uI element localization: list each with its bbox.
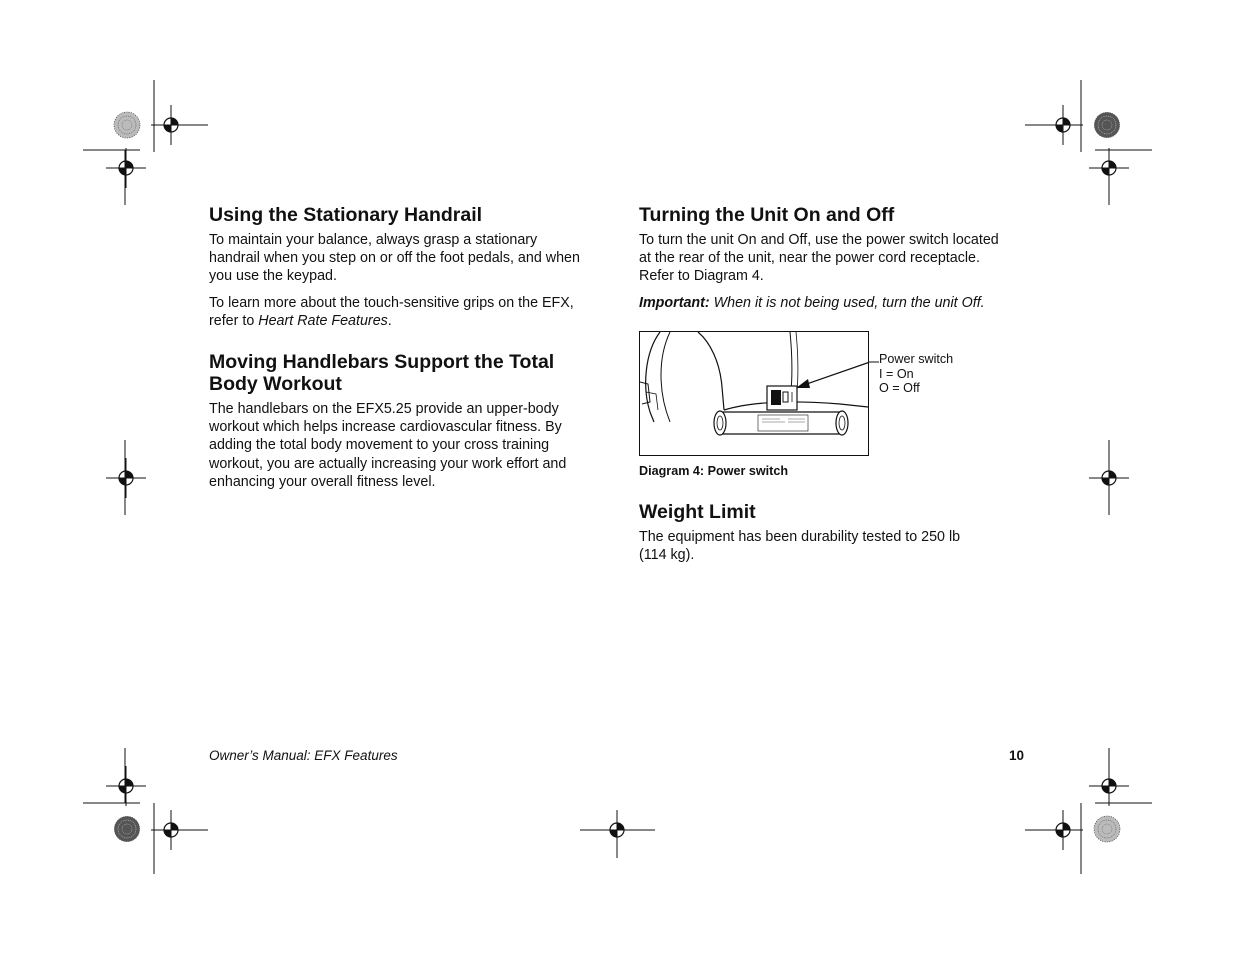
text-line: you use the keypad. <box>209 268 337 285</box>
text-line: The handlebars on the EFX5.25 provide an upper-body <box>209 401 559 417</box>
text-line: workout which helps increase cardiovascular fitness. By <box>209 419 562 436</box>
paragraph-handrail-balance <box>209 231 609 286</box>
important-label: Important: <box>639 295 710 311</box>
paragraph-touch-grips <box>209 294 609 330</box>
text-line: adding the total body movement to your cross training <box>209 437 550 454</box>
callout-line: Power switch <box>879 352 954 366</box>
section-heading-moving-handlebars <box>209 351 609 395</box>
cross-reference: Heart Rate Features <box>258 313 388 330</box>
paragraph-handlebars <box>209 400 609 491</box>
text-line: . <box>387 313 392 330</box>
page-number: 10 <box>1009 748 1025 763</box>
section-heading-turning-on-off: Turning the Unit On and Off <box>639 204 895 226</box>
footer-title: Owner’s Manual: EFX Features <box>209 748 398 763</box>
text-line: The equipment has been durability tested to 250 lb <box>639 529 961 545</box>
power-switch-callout <box>879 352 953 396</box>
text-line: Refer to Diagram 4. <box>639 268 764 285</box>
text-line: workout, you are actually increasing your work effort and <box>209 455 567 472</box>
text-line: refer to <box>209 313 259 330</box>
section-heading-weight-limit: Weight Limit <box>639 501 756 523</box>
text-line: enhancing your overall fitness level. <box>209 473 436 490</box>
text-line: (114 kg). <box>639 547 695 564</box>
text-line: To maintain your balance, always grasp a stationary <box>209 232 538 248</box>
text-line: To learn more about the touch-sensitive grips on the EFX, <box>209 295 574 311</box>
important-note <box>639 294 1059 312</box>
callout-line: O = Off <box>879 381 920 395</box>
power-switch-illustration <box>640 332 868 455</box>
important-text: When it is not being used, turn the unit Off. <box>709 295 985 311</box>
paragraph-power-switch <box>639 231 1039 286</box>
paragraph-weight-limit <box>639 528 1039 564</box>
heading-line: Body Workout <box>209 373 342 395</box>
text-line: at the rear of the unit, near the power cord receptacle. <box>639 250 980 267</box>
power-switch-diagram <box>639 331 869 456</box>
diagram-caption: Diagram 4: Power switch <box>639 464 789 478</box>
text-line: To turn the unit On and Off, use the power switch located <box>639 232 999 248</box>
section-heading-stationary-handrail: Using the Stationary Handrail <box>209 204 483 226</box>
callout-line: I = On <box>879 366 914 381</box>
text-line: handrail when you step on or off the foot pedals, and when <box>209 250 580 267</box>
heading-line: Moving Handlebars Support the Total <box>209 351 555 373</box>
